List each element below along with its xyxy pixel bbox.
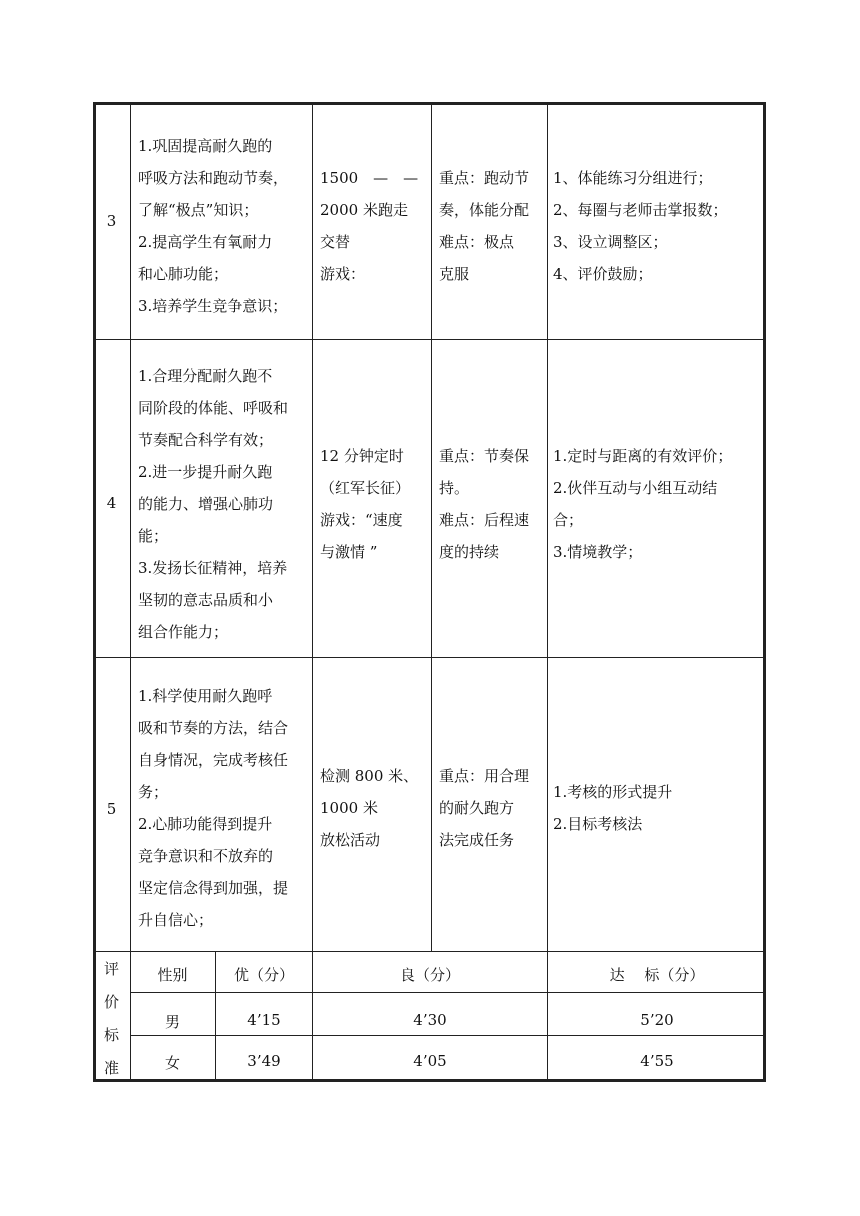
goal-line: 坚韧的意志品质和小 [138, 591, 274, 609]
focus-line: 奏，体能分配 [439, 201, 530, 219]
female-excellent: 3’49 [247, 1052, 281, 1070]
row-divider-3-4 [93, 339, 766, 340]
evaluation-label [93, 953, 130, 1085]
row-number: 3 [106, 212, 117, 230]
female-good: 4’05 [413, 1052, 447, 1070]
goal-line: 1.合理分配耐久跑不 [138, 367, 273, 385]
method-line: 3.情境教学； [553, 543, 643, 561]
col-divider-goals [312, 102, 313, 1082]
focus-line: 度的持续 [439, 543, 500, 561]
focus-line: 法完成任务 [439, 831, 515, 849]
content-cell [320, 162, 426, 290]
goal-line: 1.科学使用耐久跑呼 [138, 687, 273, 705]
female-pass: 4’55 [640, 1052, 674, 1070]
goals-cell [138, 360, 306, 648]
content-line: 检测 800 米、 [320, 767, 419, 785]
goal-line: 了解“极点”知识； [138, 201, 259, 219]
content-line: （红军长征） [320, 479, 411, 497]
content-line: 游戏：“速度 [320, 511, 403, 529]
focus-line: 难点：后程速 [439, 511, 530, 529]
evaluation-label-char: 准 [103, 1059, 119, 1077]
goal-line: 组合作能力； [138, 623, 229, 641]
goal-line: 节奏配合科学有效； [138, 431, 274, 449]
goal-line: 升自信心； [138, 911, 214, 929]
method-line: 1、体能练习分组进行； [553, 169, 713, 187]
goals-cell [138, 130, 306, 322]
goals-cell [138, 680, 306, 936]
goal-line: 2.进一步提升耐久跑 [138, 463, 273, 481]
methods-cell [553, 162, 763, 290]
eval-divider-male [130, 1035, 766, 1036]
row-number: 4 [106, 494, 117, 512]
goal-line: 和心肺功能； [138, 265, 229, 283]
focus-line: 重点：跑动节 [439, 169, 530, 187]
goal-line: 1.巩固提高耐久跑的 [138, 137, 273, 155]
method-line: 3、设立调整区； [553, 233, 668, 251]
method-line: 2、每圈与老师击掌报数； [553, 201, 728, 219]
focus-cell [439, 162, 543, 290]
col-divider-focus [547, 102, 548, 1082]
evaluation-label-char: 评 [103, 960, 119, 978]
goal-line: 的能力、增强心肺功 [138, 495, 274, 513]
goal-line: 呼吸方法和跑动节奏， [138, 169, 289, 187]
goal-line: 竞争意识和不放弃的 [138, 847, 274, 865]
focus-line: 难点：极点 [439, 233, 515, 251]
male-good: 4’30 [413, 1011, 447, 1029]
content-line: 放松活动 [320, 831, 381, 849]
content-line: 1000 米 [320, 799, 378, 817]
header-pass: 达 标（分） [609, 966, 705, 984]
content-cell [320, 440, 426, 568]
header-good: 良（分） [399, 966, 460, 984]
goal-line: 务； [138, 783, 169, 801]
header-gender: 性别 [157, 966, 188, 984]
row-divider-5-eval [93, 951, 766, 952]
goal-line: 2.心肺功能得到提升 [138, 815, 273, 833]
methods-cell [553, 440, 763, 568]
focus-cell [439, 760, 543, 856]
goal-line: 2.提高学生有氧耐力 [138, 233, 273, 251]
evaluation-label-char: 价 [103, 993, 119, 1011]
focus-line: 持。 [439, 479, 470, 497]
goal-line: 同阶段的体能、呼吸和 [138, 399, 289, 417]
goal-line: 坚定信念得到加强，提 [138, 879, 289, 897]
focus-line: 重点：用合理 [439, 767, 530, 785]
focus-line: 的耐久跑方 [439, 799, 515, 817]
method-line: 1.考核的形式提升 [553, 783, 673, 801]
male-pass: 5’20 [640, 1011, 674, 1029]
methods-cell [553, 776, 763, 840]
goal-line: 吸和节奏的方法，结合 [138, 719, 289, 737]
goal-line: 能； [138, 527, 169, 545]
header-excellent: 优（分） [233, 966, 294, 984]
content-cell [320, 760, 426, 856]
content-line: 2000 米跑走 [320, 201, 408, 219]
content-line: 游戏： [320, 265, 366, 283]
col-divider-content [431, 102, 432, 951]
goal-line: 3.培养学生竞争意识； [138, 297, 288, 315]
female-gender: 女 [164, 1054, 180, 1072]
content-line: 与激情 ” [320, 543, 378, 561]
method-line: 4、评价鼓励； [553, 265, 653, 283]
method-line: 合； [553, 511, 584, 529]
content-line: 12 分钟定时 [320, 447, 404, 465]
male-gender: 男 [164, 1013, 180, 1031]
goal-line: 3.发扬长征精神，培养 [138, 559, 288, 577]
male-excellent: 4’15 [247, 1011, 281, 1029]
col-divider-num [130, 102, 131, 1082]
method-line: 2.目标考核法 [553, 815, 643, 833]
content-line: 1500 — — [320, 169, 419, 187]
row-divider-4-5 [93, 657, 766, 658]
focus-line: 克服 [439, 265, 470, 283]
eval-divider-header [130, 992, 766, 993]
goal-line: 自身情况，完成考核任 [138, 751, 289, 769]
focus-cell [439, 440, 543, 568]
focus-line: 重点：节奏保 [439, 447, 530, 465]
method-line: 1.定时与距离的有效评价； [553, 447, 733, 465]
row-number: 5 [106, 800, 117, 818]
content-line: 交替 [320, 233, 351, 251]
method-line: 2.伙伴互动与小组互动结 [553, 479, 718, 497]
evaluation-label-char: 标 [103, 1026, 119, 1044]
